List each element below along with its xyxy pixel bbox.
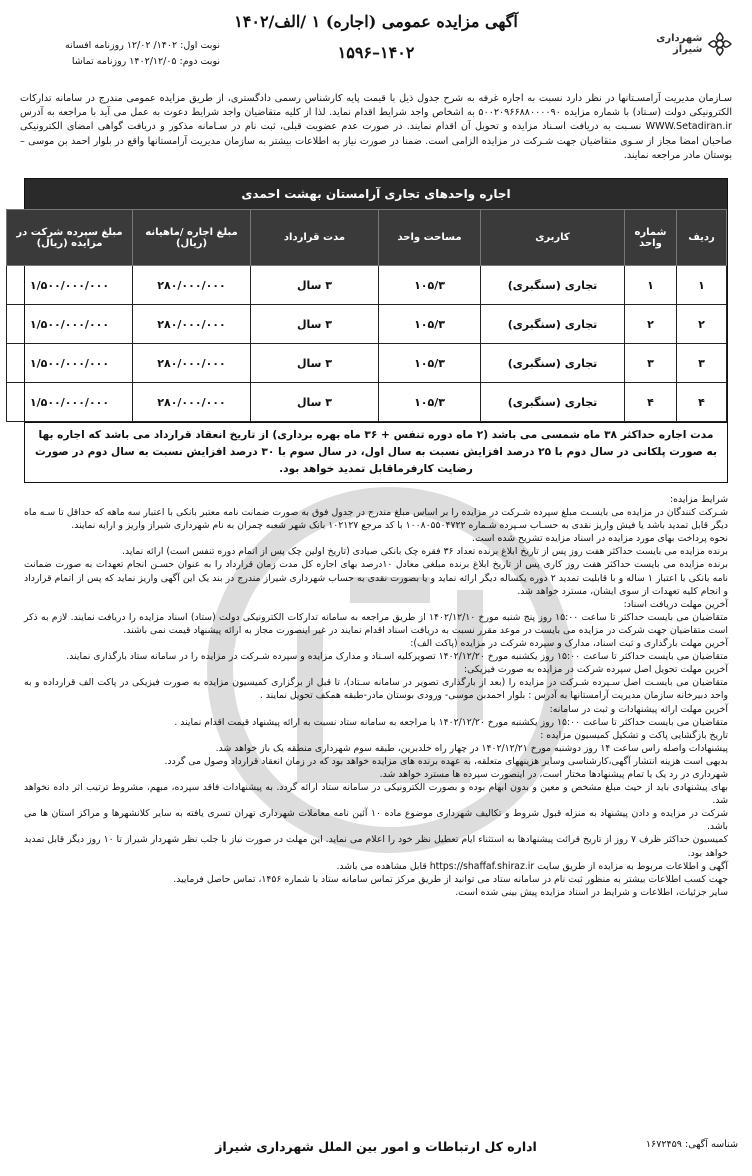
- condition-item: پیشنهادات واصله راس ساعت ۱۴ روز دوشنبه مورخ ۱۴۰۲/۱۲/۲۱ در چهار راه خلدبرین، طبقه سوم شهرداری منطقه یک باز خواهد شد.: [215, 742, 728, 754]
- table-cell: ۳ سال: [251, 344, 379, 383]
- publish-first: نوبت اول: ۱۴۰۲/ ۱۲/۰۲ روزنامه افسانه: [65, 40, 220, 51]
- ad-title: آگهی مزایده عمومی (اجاره) ۱ /الف/۱۴۰۲: [234, 12, 518, 31]
- condition-item: برنده مزایده می بایست حداکثر هفت روز پس از تاریخ ابلاغ برنده تعداد ۳۶ فقره چک بانکی صیادی (تاریخ اولین چک پس از اتمام دوره تنفس است) ارائه نماید.: [122, 546, 728, 558]
- table-cell: ۲: [677, 305, 727, 344]
- table-row: [7, 266, 727, 305]
- condition-item: آخرین مهلت بارگذاری و ثبت اسناد، مدارک و سپرده شرکت در مزایده (پاکت الف):: [410, 638, 728, 650]
- condition-item: آگهی و اطلاعات مربوط به مزایده از طریق سایت https://shaffaf.shiraz.ir قابل مشاهده می باشد.: [336, 860, 728, 872]
- table-cell: ۴: [625, 383, 677, 422]
- table-cell: تجاری (سنگبری): [481, 344, 625, 383]
- table-cell: ۳ سال: [251, 305, 379, 344]
- table-note: مدت اجاره حداکثر ۳۸ ماه شمسی می باشد (۲ ماه دوره تنفس + ۳۶ ماه بهره برداری) از تاریخ انعقاد قرارداد می باشد که اجاره بها به صورت پلکانی در سال دوم با ۲۵ درصد افزایش نسبت به سال اول، در سال سوم با ۳۰ درصد افزایش نسبت به سال دوم در صورت رضایت کارفرماقابل تمدید خواهد بود.: [25, 422, 727, 482]
- table-cell: تجاری (سنگبری): [481, 305, 625, 344]
- condition-item: متقاضیان می بایست حداکثر تا ساعت ۱۵:۰۰ روز یکشنبه مورخ ۱۴۰۲/۱۲/۲۰ با مراجعه به سامانه ستاد نسبت به ارائه پیشنهاد قیمت اقدام نمایند .: [174, 716, 728, 728]
- table-cell: ۲۸۰/۰۰۰/۰۰۰: [133, 266, 251, 305]
- flower-logo-icon: [706, 27, 734, 61]
- units-table-box: [16, 178, 728, 483]
- table-cell: تجاری (سنگبری): [481, 266, 625, 305]
- table-cell: ۱۰۵/۳: [379, 266, 481, 305]
- table-cell: ۳: [625, 344, 677, 383]
- condition-item: شهرداری در رد یک یا تمام پیشنهادها مختار است، در اینصورت سپرده ها مسترد خواهد شد.: [379, 768, 728, 780]
- table-cell: ۳ سال: [251, 266, 379, 305]
- shiraz-municipality-logo: [638, 18, 734, 70]
- table-row: [7, 383, 727, 422]
- ad-id: شناسه آگهی: ۱۶۷۲۴۵۹: [645, 1139, 738, 1150]
- publication-dates: [20, 38, 220, 70]
- table-header-row: [7, 210, 727, 266]
- table-cell: ۳: [677, 344, 727, 383]
- condition-item: متقاضیان می بایسـت اصل سـپرده شـرکت در مزایده را (بعد از بارگذاری تصویر در سامانه سـتاد)، تا قبل از برگزاری کمیسیون مزایده به صورت فیزیکی در پاکت الف قرارداده و به واحد دبیرخانه سازمان مدیریت آرامستانها به آدرس : بلوار احمدبن موسی- ورودی بوستان مادر-طبقه همکف تحویل نمایند .: [24, 677, 728, 702]
- table-cell: تجاری (سنگبری): [481, 383, 625, 422]
- table-cell: ۱۰۵/۳: [379, 383, 481, 422]
- units-table: [6, 209, 727, 422]
- table-row: [7, 305, 727, 344]
- header: [10, 8, 742, 92]
- conditions-section: [10, 483, 742, 899]
- condition-item: بدیهی است هزینه انتشار آگهی،کارشناسی وسایر هزینههای متعلقه، به عهده برنده های مزایده خواهد بود که در زمان انعقاد قرارداد وصول می گردد.: [164, 755, 728, 767]
- col-header: مساحت واحد: [379, 210, 481, 266]
- table-cell: ۳ سال: [251, 383, 379, 422]
- table-row: [7, 344, 727, 383]
- condition-item: تاریخ بازگشایی پاکت و تشکیل کمیسیون مزایده :: [540, 729, 728, 741]
- condition-item: متقاضیان می بایست حداکثر تا ساعت ۱۵:۰۰ روز پنج شنبه مورخ ۱۴۰۲/۱۲/۱۰ از طریق مراجعه به سامانه تدارکات الکترونیکی دولت (ستاد) اسناد مزایده را دریافت نمایند. لازم به ذکر است متقاضیان جهت شرکت در مزایده می بایست در موعد مقرر نسبت به دریافت اسناد اقدام نمایند در غیر اینصورت مجاز به ارائه پیشنهاد قیمت نمی باشند.: [24, 611, 728, 636]
- title-box: [196, 8, 556, 66]
- table-cell: ۱/۵۰۰/۰۰۰/۰۰۰: [7, 266, 133, 305]
- table-cell: ۲۸۰/۰۰۰/۰۰۰: [133, 383, 251, 422]
- table-cell: ۱۰۵/۳: [379, 305, 481, 344]
- logo-text: شهرداری شیراز: [656, 33, 703, 55]
- condition-item: آخرین مهلت دریافت اسناد:: [623, 598, 728, 610]
- conditions-heading: شرایط مزایده:: [669, 494, 728, 505]
- condition-item: برنده مزایده می بایست حداکثر هفت روز کاری پس از تاریخ ابلاغ برنده مبلغی معادل ۱۰درصد بهای اجاره کل مدت زمان قرارداد را به عنوان حسـن انجام تعهدات به صورت ضمانت نامه بانکی با اعتبار ۱ ساله و با قابلیت تمدید ۲ دوره یکساله دیگر ارائه نماید و یا بصورت نقدی به حساب شهرداری شیراز مندرج در بند یک این آگهی واریز نماید که پس از اتمام قرارداد و انجام کلیه تعهدات از سوی ایشان، مسترد خواهد شد.: [24, 559, 729, 597]
- ad-number: ۱۴۰۲–۱۵۹۶: [337, 43, 415, 62]
- col-header: کاربری: [481, 210, 625, 266]
- condition-item: آخرین مهلت ارائه پیشنهادات و ثبت در سامانه:: [549, 703, 728, 715]
- condition-item: شرکت در مزایده و دادن پیشنهاد به منزله قبول شروط و تکالیف شهرداری موضوع ماده ۱۰ آئین نامه معاملات شهرداری تهران تسری یافته به سایر کلانشهرها و مراکز استان ها می باشد.: [24, 808, 728, 833]
- table-cell: ۲۸۰/۰۰۰/۰۰۰: [133, 305, 251, 344]
- condition-item: کمیسیون حداکثر ظرف ۷ روز از تاریخ قرائت پیشنهادها به استثناء ایام تعطیل نظر خود را اعلام می نماید. این مهلت در صورت نیاز با جلب نظر شهردار شیراز تا ۱۰ روز دیگر قابل تمدید خواهد بود.: [24, 834, 728, 859]
- condition-item: نحوه پرداخت بهای مورد مزایده در اسناد مزایده تشریح شده است.: [472, 533, 728, 545]
- table-cell: ۱/۵۰۰/۰۰۰/۰۰۰: [7, 305, 133, 344]
- condition-item: بهای پیشنهادی باید از حیث مبلغ مشخص و معین و بدون ابهام بوده و بصورت الکترونیکی در سامانه ستاد ارائه گردد. به پیشنهادات فاقد سپرده، مبهم، مشروط ترتیب اثر داده نخواهد شد.: [24, 782, 728, 807]
- table-cell: ۱: [677, 266, 727, 305]
- condition-item: شـرکت کنندگان در مزایده می بایسـت مبلغ سپرده شـرکت در مزایده را بر اساس مبلغ مندرج در جدول فوق به صورت ضمانت نامه معتبر بانکی با اعتبار سه ماهه که حداقل تا سـه ماه دیگر قابل تمدید باشد یا فیش واریز نقدی به حسـاب سـپرده شـماره ۱۰۰۸۰۵۵۰۴۷۲۲ با کد مرجع ۱۰۲۱۲۷ بانک شهر شعبه چمران به نام شهرداری شیراز واریز و ارایه نمایند.: [24, 507, 728, 532]
- condition-item: متقاضیان می بایست حداکثر تا ساعت ۱۵:۰۰ روز یکشنبه مورخ ۱۴۰۲/۱۲/۲۰ تصویرکلیه اسـناد و مدارک مزایده و سپرده شـرکت در مزایده را در سامانه ستاد بارگذاری نمایند.: [66, 651, 728, 663]
- col-header: مبلغ اجاره /ماهیانه (ریال): [133, 210, 251, 266]
- col-header: ردیف: [677, 210, 727, 266]
- table-cell: ۱/۵۰۰/۰۰۰/۰۰۰: [7, 383, 133, 422]
- table-title: اجاره واحدهای تجاری آرامستان بهشت احمدی: [25, 179, 727, 209]
- footer: [0, 1139, 752, 1154]
- condition-item: سایر جزئیات، اطلاعات و شرایط در اسناد مزایده پیش بینی شده است.: [455, 886, 728, 898]
- table-cell: ۱۰۵/۳: [379, 344, 481, 383]
- table-cell: ۴: [677, 383, 727, 422]
- signature-line: اداره کل ارتباطات و امور بین الملل شهرداری شیراز: [215, 1139, 537, 1154]
- col-header: شماره واحد: [625, 210, 677, 266]
- condition-item: جهت کسب اطلاعات بیشتر به منظور ثبت نام در سامانه ستاد می توانید از طریق مرکز تماس سامانه ستاد با شماره ۱۴۵۶، تماس حاصل فرمایید.: [173, 873, 728, 885]
- table-cell: ۲۸۰/۰۰۰/۰۰۰: [133, 344, 251, 383]
- table-cell: ۲: [625, 305, 677, 344]
- condition-item: آخرین مهلت تحویل اصل سپرده شرکت در مزایده به صورت فیزیکی:: [463, 664, 728, 676]
- intro-paragraph: سـازمان مدیریت آرامسـتانها در نظر دارد نسبت به اجاره غرفه به شرح جدول ذیل با قیمت پایه کارشناس رسمی دادگستری، از طریق مزایده عمومی مندرج در سامانه تدارکات الکترونیکی دولت (سـتاد) با شماره مزایده ۵۰۰۲۰۹۶۶۸۸۰۰۰۰۹۰ به اشخاص واجد شرایط اقدام نماید. لذا از کلیه متقاضیان واجد شرایط دعوت به عمل می آید با مراجعه به آدرس WWW.Setadiran.ir نسـبت به دریافت اسـناد مزایده و تحویل آن اقدام نمایند. در صورت عدم عضویت قبلی، ثبت نام در سـامانه مذکور و دریافت گواهی امضای الکترونیکی صاحبان امضا مجاز از سـوی متقاضیان جهت شـرکت در مزایده الزامی است. ضمنا در صورت نیاز به اطلاعات بیشتر به سازمان مدیریت آرامستانها واقع در بلوار احمد بن موسی – بوستان مادر مراجعه نمایند.: [20, 93, 732, 161]
- col-header: مدت قرارداد: [251, 210, 379, 266]
- publish-second: نوبت دوم: ۱۴۰۲/۱۲/۰۵ روزنامه تماشا: [71, 56, 220, 67]
- col-header: مبلغ سپرده شرکت در مزایده (ریال): [7, 210, 133, 266]
- table-cell: ۱/۵۰۰/۰۰۰/۰۰۰: [7, 344, 133, 383]
- table-cell: ۱: [625, 266, 677, 305]
